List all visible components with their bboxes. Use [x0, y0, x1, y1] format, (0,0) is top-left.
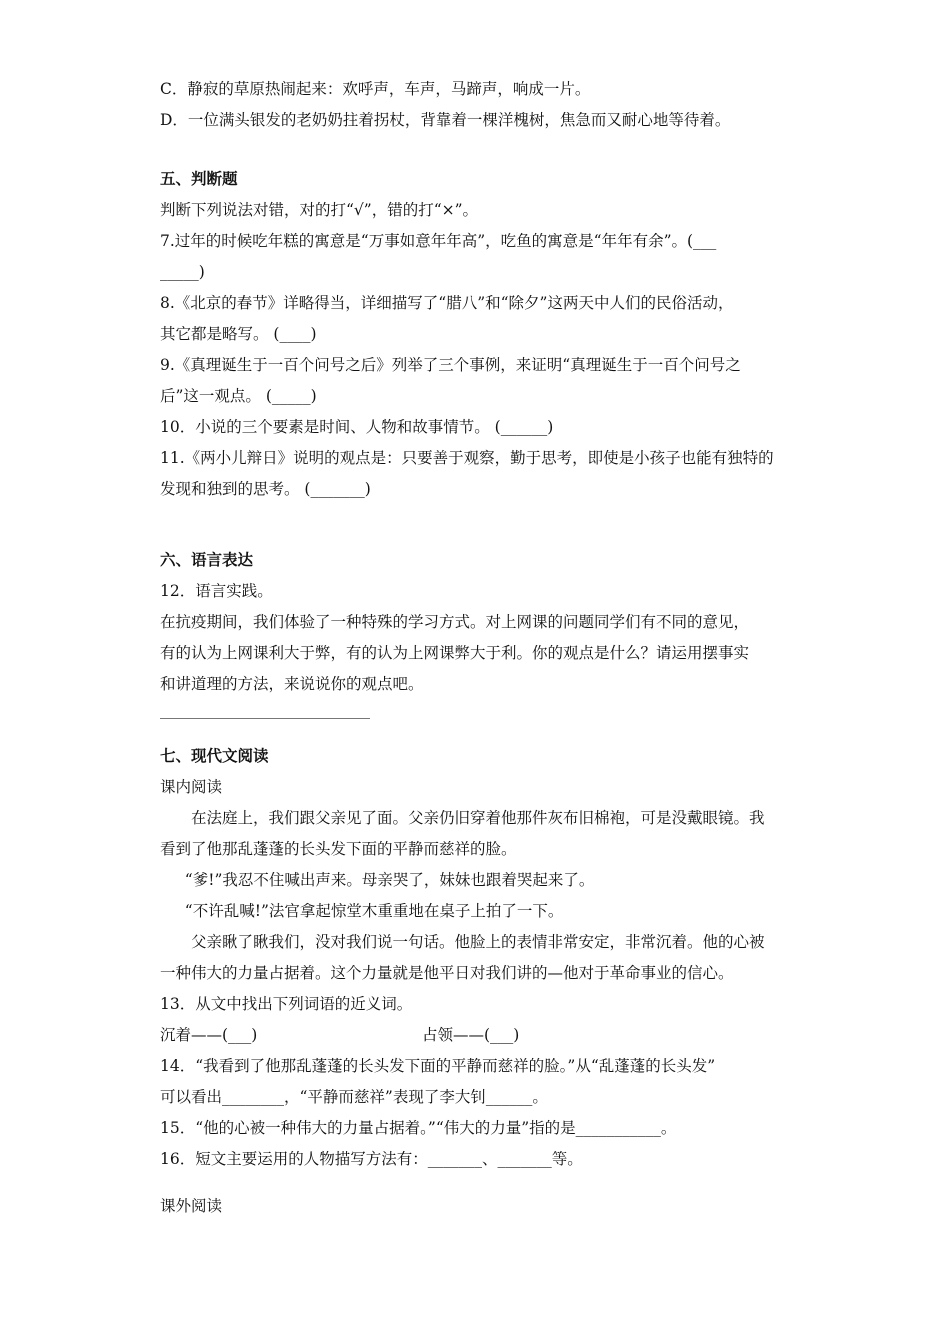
passage-paragraph-4-line-1: 父亲瞅了瞅我们，没对我们说一句话。他脸上的表情非常安定，非常沉着。他的心被 [191, 933, 765, 951]
question-16: 16．短文主要运用的人物描写方法有：_______、_______等。 [160, 1150, 583, 1168]
option-d: D．一位满头银发的老奶奶拄着拐杖，背靠着一棵洋槐树，焦急而又耐心地等待着。 [160, 111, 731, 129]
question-12-prompt-line-3: 和讲道理的方法，来说说你的观点吧。 [160, 675, 424, 693]
question-13: 13．从文中找出下列词语的近义词。 [160, 995, 413, 1013]
passage-paragraph-2: “爹!”我忍不住喊出声来。母亲哭了，妹妹也跟着哭起来了。 [184, 871, 595, 889]
question-12: 12．语言实践。 [160, 582, 273, 600]
question-13-blanks [160, 1020, 792, 1051]
question-11-line-2: 发现和独到的思考。 (_______) [160, 480, 371, 498]
subheading-in-class-reading: 课内阅读 [160, 778, 223, 796]
question-12-prompt-line-1: 在抗疫期间，我们体验了一种特殊的学习方式。对上网课的问题同学们有不同的意见， [160, 613, 750, 631]
passage-paragraph-3: “不许乱喊!”法官拿起惊堂木重重地在桌子上拍了一下。 [184, 902, 564, 920]
question-14-line-2: 可以看出________，“平静而慈祥”表现了李大钊______。 [160, 1088, 548, 1106]
question-9-line-2: 后”这一观点。 (_____) [160, 387, 317, 405]
question-7-line-2: _____) [160, 263, 205, 281]
question-13-blank-2: 占领——(___) [422, 1026, 520, 1044]
question-12-prompt-line-2: 有的认为上网课利大于弊，有的认为上网课弊大于利。你的观点是什么？请运用摆事实 [160, 644, 750, 662]
question-14-line-1: 14．“我看到了他那乱蓬蓬的长头发下面的平静而慈祥的脸。”从“乱蓬蓬的长头发” [160, 1057, 716, 1075]
passage-paragraph-4-line-2: 一种伟大的力量占据着。这个力量就是他平日对我们讲的—他对于革命事业的信心。 [160, 964, 734, 982]
section-5-instruction: 判断下列说法对错，对的打“√”，错的打“×”。 [160, 201, 479, 219]
question-8-line-1: 8.《北京的春节》详略得当，详细描写了“腊八”和“除夕”这两天中人们的民俗活动， [160, 294, 734, 312]
question-8-line-2: 其它都是略写。 (____) [160, 325, 317, 343]
question-15: 15．“他的心被一种伟大的力量占据着。”“伟大的力量”指的是___________。 [160, 1119, 677, 1137]
question-9-line-1: 9.《真理诞生于一百个问号之后》列举了三个事例，来证明“真理诞生于一百个问号之 [160, 356, 741, 374]
question-11-line-1: 11.《两小儿辩日》说明的观点是：只要善于观察，勤于思考，即使是小孩子也能有独特的 [160, 449, 774, 467]
section-5-title: 五、判断题 [160, 170, 238, 188]
option-c: C．静寂的草原热闹起来：欢呼声，车声，马蹄声，响成一片。 [160, 80, 591, 98]
answer-line [160, 718, 370, 719]
passage-paragraph-1-line-1: 在法庭上，我们跟父亲见了面。父亲仍旧穿着他那件灰布旧棉袍，可是没戴眼镜。我 [191, 809, 765, 827]
passage-paragraph-1-line-2: 看到了他那乱蓬蓬的长头发下面的平静而慈祥的脸。 [160, 840, 517, 858]
question-10: 10．小说的三个要素是时间、人物和故事情节。 (______) [160, 418, 554, 436]
subheading-extracurricular-reading: 课外阅读 [160, 1197, 223, 1215]
section-7-title: 七、现代文阅读 [160, 747, 269, 765]
question-7-line-1: 7.过年的时候吃年糕的寓意是“万事如意年年高”，吃鱼的寓意是“年年有余”。(___ [160, 232, 717, 250]
section-6-title: 六、语言表达 [160, 551, 254, 569]
question-13-blank-1: 沉着——(___) [160, 1026, 258, 1044]
